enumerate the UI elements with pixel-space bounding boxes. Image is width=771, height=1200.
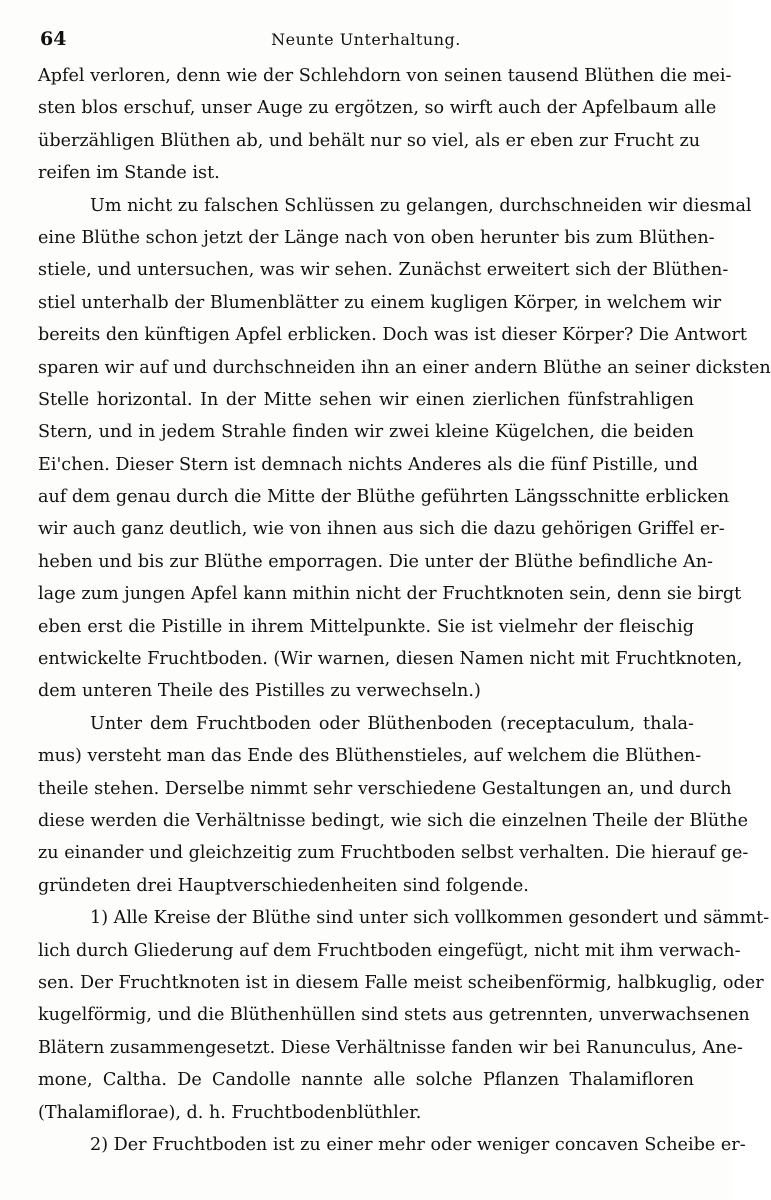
- text-line: wir auch ganz deutlich, wie von ihnen aus sich die dazu gehörigen Griffel er-: [38, 519, 725, 540]
- text-line: eben erst die Pistille in ihrem Mittelpunkte. Sie ist vielmehr der fleischig: [38, 616, 694, 637]
- text-line: mone, Caltha. De Candolle nannte alle solche Pflanzen Thalamifloren: [38, 1070, 694, 1091]
- text-line: heben und bis zur Blüthe emporragen. Die unter der Blüthe befindliche An-: [38, 551, 713, 572]
- running-head: [40, 28, 692, 52]
- text-line: stiele, und untersuchen, was wir sehen. Zunächst erweitert sich der Blüthen-: [38, 260, 729, 281]
- text-line: auf dem genau durch die Mitte der Blüthe geführten Längsschnitte erblicken: [38, 487, 730, 508]
- text-line: Stern, und in jedem Strahle finden wir zwei kleine Kügelchen, die beiden: [38, 422, 694, 443]
- text-line: diese werden die Verhältnisse bedingt, wie sich die einzelnen Theile der Blüthe: [38, 810, 749, 831]
- text-line: lage zum jungen Apfel kann mithin nicht der Fruchtknoten sein, denn sie birgt: [38, 584, 742, 605]
- text-line: stiel unterhalb der Blumenblätter zu einem kugligen Körper, in welchem wir: [38, 292, 722, 313]
- text-line: Ei'chen. Dieser Stern ist demnach nichts Anderes als die fünf Pistille, und: [38, 454, 699, 475]
- text-line: lich durch Gliederung auf dem Fruchtboden eingefügt, nicht mit ihm verwach-: [38, 940, 741, 961]
- text-line: Unter dem Fruchtboden oder Blüthenboden (receptaculum, thala-: [90, 713, 694, 734]
- text-line: 2) Der Fruchtboden ist zu einer mehr oder weniger concaven Scheibe er-: [90, 1134, 746, 1155]
- text-line: (Thalamiflorae), d. h. Fruchtbodenblüthler.: [38, 1102, 422, 1123]
- page-number: 64: [40, 28, 67, 50]
- text-line: bereits den künftigen Apfel erblicken. Doch was ist dieser Körper? Die Antwort: [38, 325, 747, 346]
- text-line: reifen im Stande ist.: [38, 163, 220, 184]
- text-line: dem unteren Theile des Pistilles zu verwechseln.): [38, 681, 481, 702]
- text-line: überzähligen Blüthen ab, und behält nur so viel, als er eben zur Frucht zu: [38, 130, 701, 151]
- text-line: entwickelte Fruchtboden. (Wir warnen, diesen Namen nicht mit Fruchtknoten,: [38, 649, 743, 670]
- text-line: kugelförmig, und die Blüthenhüllen sind stets aus getrennten, unverwachsenen: [38, 1005, 750, 1026]
- text-line: mus) versteht man das Ende des Blüthenstieles, auf welchem die Blüthen-: [38, 746, 702, 767]
- text-line: theile stehen. Derselbe nimmt sehr verschiedene Gestaltungen an, und durch: [38, 778, 732, 799]
- text-line: sten blos erschuf, unser Auge zu ergötzen, so wirft auch der Apfelbaum alle: [38, 98, 717, 119]
- text-line: gründeten drei Hauptverschiedenheiten sind folgende.: [38, 875, 529, 896]
- text-line: eine Blüthe schon jetzt der Länge nach von oben herunter bis zum Blüthen-: [38, 227, 715, 248]
- body-text: [38, 60, 771, 1161]
- text-line: sen. Der Fruchtknoten ist in diesem Falle meist scheibenförmig, halbkuglig, oder: [38, 972, 764, 993]
- text-line: Blätern zusammengesetzt. Diese Verhältnisse fanden wir bei Ranunculus, Ane-: [38, 1037, 743, 1058]
- chapter-title: Neunte Unterhaltung.: [271, 30, 461, 49]
- text-line: 1) Alle Kreise der Blüthe sind unter sich vollkommen gesondert und sämmt-: [90, 908, 770, 929]
- text-line: sparen wir auf und durchschneiden ihn an einer andern Blüthe an seiner dicksten: [38, 357, 771, 378]
- text-line: Stelle horizontal. In der Mitte sehen wir einen zierlichen fünfstrahligen: [38, 389, 694, 410]
- text-line: Apfel verloren, denn wie der Schlehdorn von seinen tausend Blüthen die mei-: [38, 66, 732, 86]
- text-line: Um nicht zu falschen Schlüssen zu gelangen, durchschneiden wir diesmal: [90, 195, 752, 216]
- text-line: zu einander und gleichzeitig zum Fruchtboden selbst verhalten. Die hierauf ge-: [38, 843, 749, 864]
